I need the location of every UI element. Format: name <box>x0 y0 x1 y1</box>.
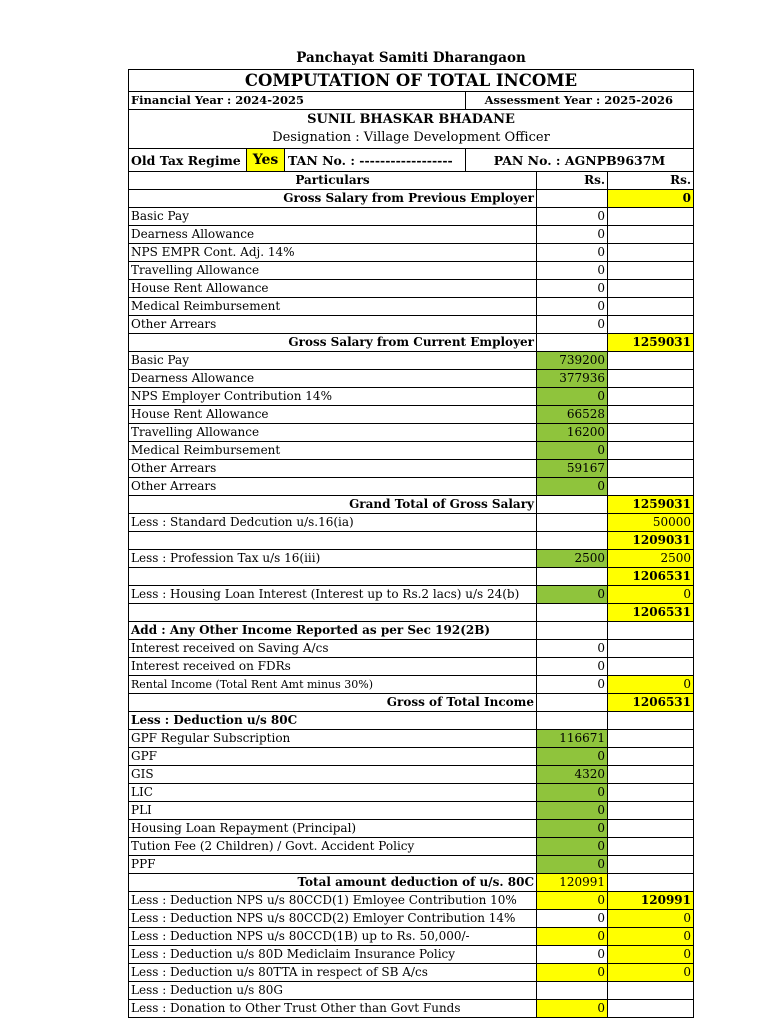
table-row <box>129 261 693 279</box>
table-row <box>129 405 693 423</box>
table-row <box>129 837 693 855</box>
amount-cell[interactable] <box>537 712 608 729</box>
total-cell[interactable] <box>608 226 693 243</box>
table-row <box>129 945 693 963</box>
row-label: Basic Pay <box>129 208 537 225</box>
amount-cell[interactable]: 0 <box>537 316 608 333</box>
total-cell[interactable] <box>608 622 693 639</box>
row-label: Less : Deduction u/s 80D Mediclaim Insurance Policy <box>129 946 537 963</box>
amount-cell[interactable]: 0 <box>537 640 608 657</box>
total-cell[interactable] <box>608 460 693 477</box>
table-row <box>129 999 693 1017</box>
total-cell[interactable] <box>608 298 693 315</box>
table-row <box>129 387 693 405</box>
row-label: Gross Salary from Current Employer <box>129 334 537 351</box>
total-cell[interactable] <box>608 262 693 279</box>
table-row <box>129 639 693 657</box>
table-row <box>129 981 693 999</box>
total-cell[interactable]: 0 <box>608 964 693 981</box>
amount-cell[interactable]: 0 <box>537 838 608 855</box>
pan-number: PAN No. : AGNPB9637M <box>493 152 666 168</box>
table-row <box>129 801 693 819</box>
total-cell[interactable] <box>608 388 693 405</box>
total-cell[interactable] <box>608 1000 693 1017</box>
table-row <box>129 315 693 333</box>
employee-block <box>129 109 693 148</box>
amount-cell[interactable]: 0 <box>537 802 608 819</box>
amount-cell[interactable]: 0 <box>537 784 608 801</box>
total-cell[interactable] <box>608 442 693 459</box>
year-row <box>129 91 693 109</box>
row-label: GPF Regular Subscription <box>129 730 537 747</box>
row-label: GPF <box>129 748 537 765</box>
amount-cell[interactable] <box>537 514 608 531</box>
total-cell[interactable]: 1259031 <box>608 334 693 351</box>
row-label: Less : Housing Loan Interest (Interest up to Rs.2 lacs) u/s 24(b) <box>129 586 537 603</box>
amount-cell[interactable]: 0 <box>537 856 608 873</box>
row-label: Tution Fee (2 Children) / Govt. Accident Policy <box>129 838 537 855</box>
row-label: Less : Deduction u/s 80TTA in respect of SB A/cs <box>129 964 537 981</box>
row-label: PLI <box>129 802 537 819</box>
table-row <box>129 495 693 513</box>
table-row <box>129 585 693 603</box>
table-row <box>129 963 693 981</box>
total-cell[interactable] <box>608 424 693 441</box>
amount-cell[interactable]: 0 <box>537 658 608 675</box>
designation: Designation : Village Development Officer <box>272 130 550 145</box>
table-row <box>129 333 693 351</box>
table-row <box>129 207 693 225</box>
row-label: Travelling Allowance <box>129 262 537 279</box>
total-cell[interactable]: 1206531 <box>608 568 693 585</box>
total-cell[interactable] <box>608 658 693 675</box>
row-label: Add : Any Other Income Reported as per Sec 192(2B) <box>129 622 537 639</box>
amount-cell[interactable] <box>537 190 608 207</box>
table-row <box>129 459 693 477</box>
row-label: NPS EMPR Cont. Adj. 14% <box>129 244 537 261</box>
amount-cell[interactable] <box>537 694 608 711</box>
row-label <box>129 604 537 621</box>
total-cell[interactable] <box>608 406 693 423</box>
table-row <box>129 873 693 891</box>
amount-cell[interactable]: 0 <box>537 1000 608 1017</box>
amount-cell[interactable] <box>537 982 608 999</box>
row-label: NPS Employer Contribution 14% <box>129 388 537 405</box>
total-cell[interactable]: 1206531 <box>608 694 693 711</box>
amount-cell[interactable]: 0 <box>537 964 608 981</box>
row-label: Medical Reimbursement <box>129 442 537 459</box>
sheet-title: COMPUTATION OF TOTAL INCOME <box>244 71 578 90</box>
row-label: Interest received on FDRs <box>129 658 537 675</box>
total-cell[interactable] <box>608 820 693 837</box>
amount-cell[interactable]: 116671 <box>537 730 608 747</box>
tan-number: TAN No. : ------------------ <box>285 149 466 171</box>
total-cell[interactable]: 50000 <box>608 514 693 531</box>
row-label: Less : Profession Tax u/s 16(iii) <box>129 550 537 567</box>
total-cell[interactable] <box>608 280 693 297</box>
table-row <box>129 171 693 189</box>
amount-cell[interactable]: 377936 <box>537 370 608 387</box>
table-row <box>129 783 693 801</box>
table-row <box>129 693 693 711</box>
amount-cell[interactable]: 0 <box>537 262 608 279</box>
amount-cell[interactable]: 16200 <box>537 424 608 441</box>
table-row <box>129 675 693 693</box>
total-cell[interactable] <box>608 784 693 801</box>
total-cell[interactable] <box>608 874 693 891</box>
total-cell[interactable]: 1209031 <box>608 532 693 549</box>
row-label: Less : Deduction NPS u/s 80CCD(1B) up to Rs. 50,000/- <box>129 928 537 945</box>
row-label: Dearness Allowance <box>129 370 537 387</box>
amount-cell[interactable]: Rs. <box>537 172 608 189</box>
total-cell[interactable]: 2500 <box>608 550 693 567</box>
total-cell[interactable] <box>608 208 693 225</box>
table-row <box>129 657 693 675</box>
amount-cell[interactable]: 0 <box>537 586 608 603</box>
table-row <box>129 423 693 441</box>
table-row <box>129 729 693 747</box>
total-cell[interactable]: 120991 <box>608 892 693 909</box>
particulars-rows <box>129 171 693 1017</box>
row-label: Total amount deduction of u/s. 80C <box>129 874 537 891</box>
total-cell[interactable]: 1259031 <box>608 496 693 513</box>
total-cell[interactable]: 0 <box>608 910 693 927</box>
amount-cell[interactable]: 120991 <box>537 874 608 891</box>
table-row <box>129 189 693 207</box>
table-row <box>129 549 693 567</box>
amount-cell[interactable]: 739200 <box>537 352 608 369</box>
row-label: Basic Pay <box>129 352 537 369</box>
row-label <box>129 532 537 549</box>
total-cell[interactable] <box>608 730 693 747</box>
total-cell[interactable]: 0 <box>608 190 693 207</box>
table-row <box>129 351 693 369</box>
regime-tan-pan-row <box>129 148 693 171</box>
amount-cell[interactable]: 66528 <box>537 406 608 423</box>
row-label <box>129 568 537 585</box>
amount-cell[interactable] <box>537 496 608 513</box>
row-label: Grand Total of Gross Salary <box>129 496 537 513</box>
table-row <box>129 531 693 549</box>
table-row <box>129 477 693 495</box>
total-cell[interactable] <box>608 316 693 333</box>
total-cell[interactable] <box>608 478 693 495</box>
total-cell[interactable] <box>608 748 693 765</box>
row-label: Less : Standard Dedcution u/s.16(ia) <box>129 514 537 531</box>
assessment-year: Assessment Year : 2025-2026 <box>484 93 673 107</box>
row-label: Less : Deduction u/s 80C <box>129 712 537 729</box>
amount-cell[interactable]: 0 <box>537 298 608 315</box>
row-label: Dearness Allowance <box>129 226 537 243</box>
amount-cell[interactable]: 0 <box>537 208 608 225</box>
total-cell[interactable]: 0 <box>608 946 693 963</box>
row-label: Rental Income (Total Rent Amt minus 30%) <box>129 676 537 693</box>
table-row <box>129 441 693 459</box>
total-cell[interactable]: 0 <box>608 586 693 603</box>
table-row <box>129 603 693 621</box>
amount-cell[interactable]: 0 <box>537 244 608 261</box>
total-cell[interactable] <box>608 712 693 729</box>
table-row <box>129 243 693 261</box>
row-label: House Rent Allowance <box>129 280 537 297</box>
table-row <box>129 711 693 729</box>
amount-cell[interactable]: 2500 <box>537 550 608 567</box>
amount-cell[interactable]: 0 <box>537 892 608 909</box>
row-label: Less : Deduction NPS u/s 80CCD(2) Emloyer Contribution 14% <box>129 910 537 927</box>
table-row <box>129 369 693 387</box>
row-label: Travelling Allowance <box>129 424 537 441</box>
amount-cell[interactable]: 4320 <box>537 766 608 783</box>
amount-cell[interactable]: 0 <box>537 928 608 945</box>
row-label: Less : Donation to Other Trust Other than Govt Funds <box>129 1000 537 1017</box>
total-cell[interactable] <box>608 766 693 783</box>
amount-cell[interactable] <box>537 622 608 639</box>
table-row <box>129 747 693 765</box>
office-name: Panchayat Samiti Dharangaon <box>296 50 526 66</box>
financial-year: Financial Year : 2024-2025 <box>129 92 466 109</box>
amount-cell[interactable]: 0 <box>537 478 608 495</box>
total-cell[interactable] <box>608 370 693 387</box>
table-row <box>129 621 693 639</box>
row-label: Less : Deduction u/s 80G <box>129 982 537 999</box>
row-label: Particulars <box>129 172 537 189</box>
amount-cell[interactable] <box>537 568 608 585</box>
row-label: GIS <box>129 766 537 783</box>
total-cell[interactable] <box>608 802 693 819</box>
row-label: PPF <box>129 856 537 873</box>
total-cell[interactable]: 0 <box>608 676 693 693</box>
row-label: Gross Salary from Previous Employer <box>129 190 537 207</box>
total-cell[interactable]: Rs. <box>670 173 691 187</box>
table-row <box>129 513 693 531</box>
row-label: Housing Loan Repayment (Principal) <box>129 820 537 837</box>
total-cell[interactable] <box>608 838 693 855</box>
row-label: Less : Deduction NPS u/s 80CCD(1) Emloyee Contribution 10% <box>129 892 537 909</box>
table-row <box>129 927 693 945</box>
row-label: Other Arrears <box>129 460 537 477</box>
amount-cell[interactable]: 0 <box>537 442 608 459</box>
row-label: Medical Reimbursement <box>129 298 537 315</box>
total-cell[interactable] <box>608 244 693 261</box>
tax-regime-label: Old Tax Regime <box>129 149 247 171</box>
employee-name: SUNIL BHASKAR BHADANE <box>307 112 515 127</box>
amount-cell[interactable]: 0 <box>537 388 608 405</box>
amount-cell[interactable]: 0 <box>537 226 608 243</box>
row-label: Gross of Total Income <box>129 694 537 711</box>
amount-cell[interactable]: 0 <box>537 910 608 927</box>
table-row <box>129 765 693 783</box>
total-cell[interactable] <box>608 640 693 657</box>
amount-cell[interactable] <box>537 532 608 549</box>
table-row <box>129 855 693 873</box>
amount-cell[interactable]: 0 <box>537 676 608 693</box>
row-label: Other Arrears <box>129 316 537 333</box>
amount-cell[interactable]: 0 <box>537 280 608 297</box>
computation-table <box>128 69 694 1018</box>
row-label: Other Arrears <box>129 478 537 495</box>
table-row <box>129 819 693 837</box>
row-label: LIC <box>129 784 537 801</box>
amount-cell[interactable] <box>537 604 608 621</box>
table-row <box>129 297 693 315</box>
table-row <box>129 891 693 909</box>
amount-cell[interactable] <box>537 334 608 351</box>
total-cell[interactable] <box>608 856 693 873</box>
table-row <box>129 567 693 585</box>
amount-cell[interactable]: 0 <box>537 946 608 963</box>
amount-cell[interactable]: 0 <box>537 820 608 837</box>
amount-cell[interactable]: 59167 <box>537 460 608 477</box>
total-cell[interactable]: 0 <box>608 928 693 945</box>
row-label: Interest received on Saving A/cs <box>129 640 537 657</box>
row-label: House Rent Allowance <box>129 406 537 423</box>
table-row <box>129 909 693 927</box>
table-row <box>129 225 693 243</box>
table-row <box>129 279 693 297</box>
total-cell[interactable] <box>608 982 693 999</box>
tax-regime-value[interactable]: Yes <box>247 149 285 171</box>
amount-cell[interactable]: 0 <box>537 748 608 765</box>
total-cell[interactable]: 1206531 <box>608 604 693 621</box>
income-computation-sheet <box>128 48 694 1018</box>
total-cell[interactable] <box>608 352 693 369</box>
